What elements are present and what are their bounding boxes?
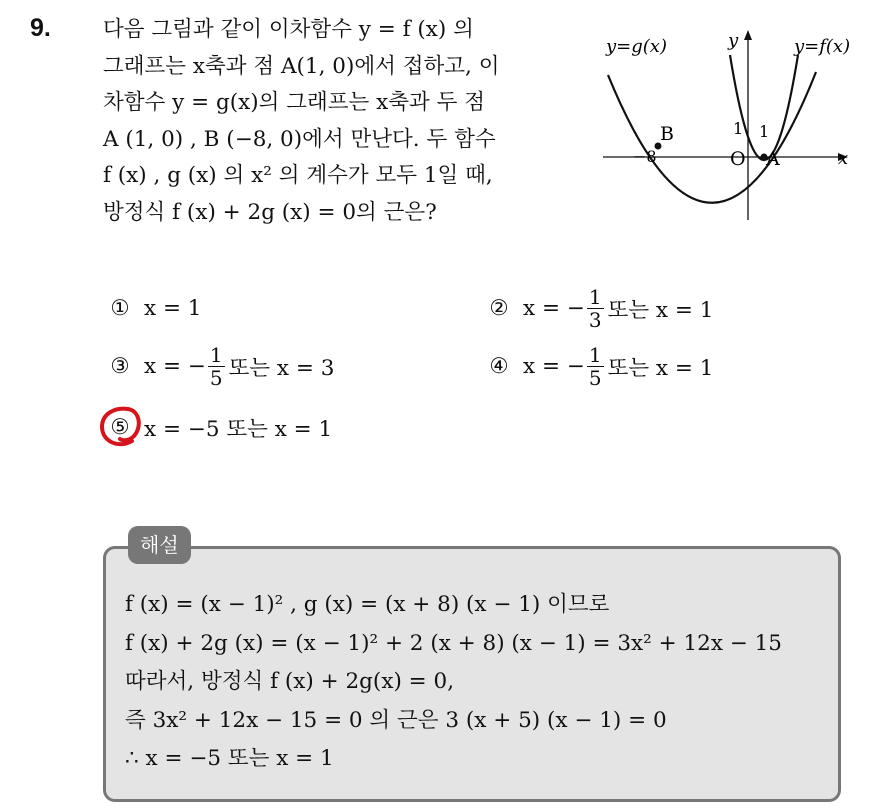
answer-circle-mark: [96, 403, 146, 449]
question-text: [103, 12, 583, 231]
question-line: 차함수 y = g(x)의 그래프는 x축과 두 점: [103, 90, 486, 115]
choice-post: 또는 x = 1: [607, 298, 714, 323]
fraction-numerator: 1: [588, 285, 602, 309]
choice-2[interactable]: [487, 286, 713, 331]
choice-3[interactable]: [108, 344, 334, 389]
choice-number: ⑤: [110, 415, 130, 440]
choice-post: 또는 x = 1: [607, 356, 714, 381]
fraction: [208, 344, 225, 389]
fraction: [587, 286, 604, 331]
choice-number: ②: [489, 296, 509, 321]
parabola-graph: [598, 20, 868, 220]
solution-line: 즉 3x² + 12x − 15 = 0 의 근은 3 (x + 5) (x − 1) = 0: [125, 707, 667, 733]
f-curve: [730, 55, 798, 160]
solution-line: 따라서, 방정식 f (x) + 2g(x) = 0,: [125, 669, 455, 694]
choice-post: 또는 x = 3: [228, 356, 335, 381]
choice-1[interactable]: [108, 296, 202, 321]
solution-line: f (x) + 2g (x) = (x − 1)² + 2 (x + 8) (x − 1) = 3x² + 12x − 15: [125, 630, 782, 656]
question-line: 그래프는 x축과 점 A(1, 0)에서 접하고, 이: [103, 53, 500, 79]
choice-pre: x = −: [144, 354, 206, 379]
question-line: A (1, 0) , B (−8, 0)에서 만난다. 두 함수: [103, 126, 496, 152]
choice-pre: x = −: [523, 354, 585, 379]
fraction-numerator: 1: [209, 343, 223, 367]
x-axis-label: x: [838, 148, 849, 169]
fraction-denominator: 5: [209, 366, 223, 390]
origin-label: O: [730, 148, 746, 170]
y-axis-arrow: [744, 30, 752, 40]
choice-text: x = −5 또는 x = 1: [144, 417, 333, 442]
choice-text: x = 1: [144, 296, 202, 321]
tick-1-y: 1: [733, 119, 744, 138]
question-line: 방정식 f (x) + 2g (x) = 0의 근은?: [103, 199, 437, 225]
y-axis-label: y: [728, 30, 739, 51]
solution-line: ∴ x = −5 또는 x = 1: [125, 746, 334, 771]
question-line: f (x) , g (x) 의 x² 의 계수가 모두 1일 때,: [103, 163, 493, 188]
fraction-numerator: 1: [588, 343, 602, 367]
tick-1-x: 1: [759, 122, 770, 141]
solution-text: [125, 586, 782, 779]
f-label: y=f(x): [794, 36, 851, 57]
fraction-denominator: 3: [588, 308, 602, 332]
choice-number: ①: [110, 296, 130, 321]
question-line: 다음 그림과 같이 이차함수 y = f (x) 의: [103, 17, 474, 42]
fraction-denominator: 5: [588, 366, 602, 390]
choice-number: ③: [110, 354, 130, 379]
choice-pre: x = −: [523, 296, 585, 321]
fraction: [587, 344, 604, 389]
solution-label: 해설: [128, 526, 191, 564]
B-label: B: [660, 123, 674, 145]
choice-4[interactable]: [487, 344, 713, 389]
question-number: 9.: [30, 14, 51, 42]
g-label: y=g(x): [606, 36, 667, 57]
choice-number: ④: [489, 354, 509, 379]
g-curve: [608, 72, 816, 203]
A-label: A: [766, 148, 780, 170]
tick-neg8: −8: [633, 147, 657, 166]
solution-line: f (x) = (x − 1)² , g (x) = (x + 8) (x − 1) 이므로: [125, 592, 610, 617]
